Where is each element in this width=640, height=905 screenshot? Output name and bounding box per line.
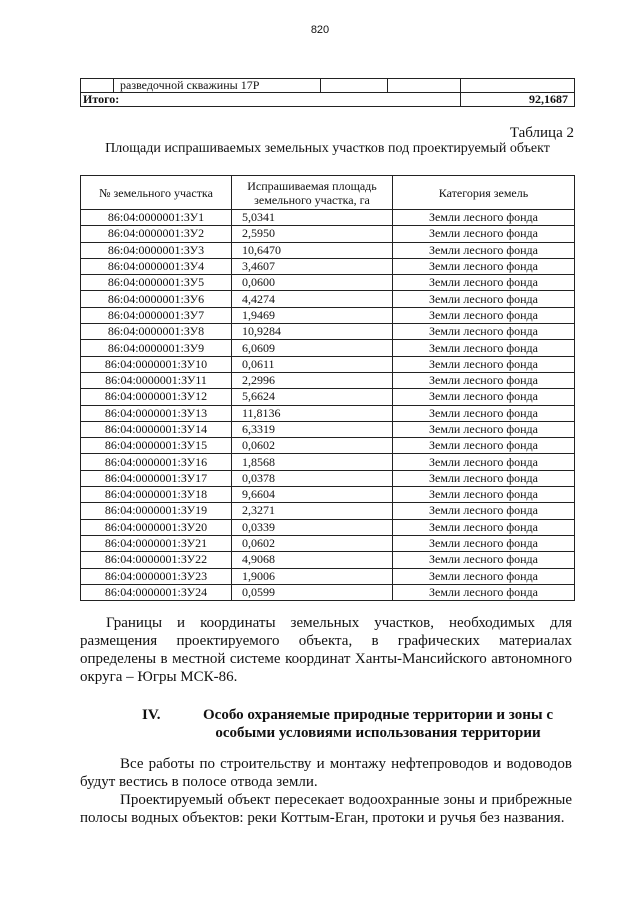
plot-number-cell: 86:04:0000001:ЗУ13 <box>81 405 232 421</box>
category-cell: Земли лесного фонда <box>393 340 575 356</box>
category-cell: Земли лесного фонда <box>393 372 575 388</box>
table-label: Таблица 2 <box>509 125 574 141</box>
plot-number-cell: 86:04:0000001:ЗУ23 <box>81 568 232 584</box>
plot-number-cell: 86:04:0000001:ЗУ9 <box>81 340 232 356</box>
plot-number-cell: 86:04:0000001:ЗУ22 <box>81 552 232 568</box>
area-cell: 0,0599 <box>232 584 393 600</box>
total-row <box>81 93 575 107</box>
table-row <box>81 454 575 470</box>
table-cell <box>388 79 461 93</box>
table-row <box>81 79 575 93</box>
plot-number-cell: 86:04:0000001:ЗУ8 <box>81 324 232 340</box>
table-row <box>81 568 575 584</box>
plot-number-cell: 86:04:0000001:ЗУ19 <box>81 503 232 519</box>
category-cell: Земли лесного фонда <box>393 389 575 405</box>
paragraph-intersection: Проектируемый объект пересекает водоохранные зоны и прибрежные полосы водных объектов: реки Коттым-Еган, протоки и ручья без названия. <box>80 792 572 826</box>
area-cell: 0,0602 <box>232 535 393 551</box>
table-row <box>81 226 575 242</box>
table-row <box>81 340 575 356</box>
section-number: IV. <box>142 707 161 723</box>
plot-number-cell: 86:04:0000001:ЗУ16 <box>81 454 232 470</box>
table-row <box>81 210 575 226</box>
category-cell: Земли лесного фонда <box>393 503 575 519</box>
table-row <box>81 535 575 551</box>
area-cell: 10,6470 <box>232 242 393 258</box>
table-row <box>81 356 575 372</box>
table-row <box>81 242 575 258</box>
plot-number-cell: 86:04:0000001:ЗУ1 <box>81 210 232 226</box>
total-value: 92,1687 <box>461 93 575 107</box>
table-row <box>81 324 575 340</box>
category-cell: Земли лесного фонда <box>393 291 575 307</box>
area-cell: 2,2996 <box>232 372 393 388</box>
area-cell: 0,0339 <box>232 519 393 535</box>
category-cell: Земли лесного фонда <box>393 405 575 421</box>
table-row <box>81 438 575 454</box>
plot-number-cell: 86:04:0000001:ЗУ15 <box>81 438 232 454</box>
plot-number-cell: 86:04:0000001:ЗУ7 <box>81 307 232 323</box>
area-cell: 9,6604 <box>232 487 393 503</box>
table-row <box>81 503 575 519</box>
table-row <box>81 470 575 486</box>
category-cell: Земли лесного фонда <box>393 438 575 454</box>
table-row <box>81 584 575 600</box>
plot-number-cell: 86:04:0000001:ЗУ20 <box>81 519 232 535</box>
area-cell: 1,9469 <box>232 307 393 323</box>
area-cell: 1,8568 <box>232 454 393 470</box>
category-cell: Земли лесного фонда <box>393 535 575 551</box>
category-cell: Земли лесного фонда <box>393 258 575 274</box>
table-row <box>81 307 575 323</box>
area-cell: 0,0378 <box>232 470 393 486</box>
plot-number-cell: 86:04:0000001:ЗУ4 <box>81 258 232 274</box>
area-cell: 5,0341 <box>232 210 393 226</box>
page-number: 820 <box>310 24 330 36</box>
category-cell: Земли лесного фонда <box>393 454 575 470</box>
table-cell <box>461 79 575 93</box>
area-cell: 1,9006 <box>232 568 393 584</box>
top-table-fragment <box>80 78 575 107</box>
table-cell <box>81 79 114 93</box>
category-cell: Земли лесного фонда <box>393 356 575 372</box>
table-row <box>81 487 575 503</box>
area-cell: 4,9068 <box>232 552 393 568</box>
table-cell <box>321 79 388 93</box>
category-cell: Земли лесного фонда <box>393 242 575 258</box>
category-cell: Земли лесного фонда <box>393 584 575 600</box>
area-cell: 6,0609 <box>232 340 393 356</box>
land-table-body <box>81 210 575 601</box>
area-cell: 2,3271 <box>232 503 393 519</box>
table-row <box>81 389 575 405</box>
plot-number-cell: 86:04:0000001:ЗУ14 <box>81 421 232 437</box>
category-cell: Земли лесного фонда <box>393 226 575 242</box>
table-row <box>81 275 575 291</box>
table-caption: Площади испрашиваемых земельных участков под проектируемый объект <box>105 141 550 156</box>
table-row <box>81 291 575 307</box>
plot-number-cell: 86:04:0000001:ЗУ12 <box>81 389 232 405</box>
total-label: Итого: <box>81 93 461 107</box>
plot-number-cell: 86:04:0000001:ЗУ21 <box>81 535 232 551</box>
area-cell: 0,0600 <box>232 275 393 291</box>
category-cell: Земли лесного фонда <box>393 307 575 323</box>
table-row <box>81 372 575 388</box>
table-row <box>81 552 575 568</box>
table-row <box>81 421 575 437</box>
table-row <box>81 519 575 535</box>
area-cell: 2,5950 <box>232 226 393 242</box>
section-title: Особо охраняемые природные территории и зоны с особыми условиями использования территории <box>203 707 553 741</box>
plot-number-cell: 86:04:0000001:ЗУ2 <box>81 226 232 242</box>
area-cell: 5,6624 <box>232 389 393 405</box>
category-cell: Земли лесного фонда <box>393 210 575 226</box>
category-cell: Земли лесного фонда <box>393 324 575 340</box>
table-row <box>81 258 575 274</box>
header-area: Испрашиваемая площадь земельного участка, га <box>232 176 393 210</box>
header-plot-number: № земельного участка <box>81 176 232 210</box>
plot-number-cell: 86:04:0000001:ЗУ11 <box>81 372 232 388</box>
plot-number-cell: 86:04:0000001:ЗУ6 <box>81 291 232 307</box>
paragraph-coordinates: Границы и координаты земельных участков, необходимых для размещения проектируемого объекта, в графических материалах определены в местной системе координат Ханты-Мансийского автономного округа – Югры МСК-86. <box>80 615 572 685</box>
area-cell: 10,9284 <box>232 324 393 340</box>
row-fragment-cell: разведочной скважины 17Р <box>114 79 321 93</box>
area-cell: 11,8136 <box>232 405 393 421</box>
plot-number-cell: 86:04:0000001:ЗУ3 <box>81 242 232 258</box>
land-plots-table <box>80 175 575 601</box>
plot-number-cell: 86:04:0000001:ЗУ18 <box>81 487 232 503</box>
area-cell: 0,0602 <box>232 438 393 454</box>
area-cell: 6,3319 <box>232 421 393 437</box>
area-cell: 3,4607 <box>232 258 393 274</box>
category-cell: Земли лесного фонда <box>393 568 575 584</box>
plot-number-cell: 86:04:0000001:ЗУ10 <box>81 356 232 372</box>
table-row <box>81 405 575 421</box>
category-cell: Земли лесного фонда <box>393 421 575 437</box>
paragraph-works: Все работы по строительству и монтажу нефтепроводов и водоводов будут вестись в полосе отвода земли. <box>80 756 572 790</box>
category-cell: Земли лесного фонда <box>393 519 575 535</box>
category-cell: Земли лесного фонда <box>393 552 575 568</box>
plot-number-cell: 86:04:0000001:ЗУ17 <box>81 470 232 486</box>
table-header-row <box>81 176 575 210</box>
category-cell: Земли лесного фонда <box>393 275 575 291</box>
category-cell: Земли лесного фонда <box>393 470 575 486</box>
header-category: Категория земель <box>393 176 575 210</box>
category-cell: Земли лесного фонда <box>393 487 575 503</box>
plot-number-cell: 86:04:0000001:ЗУ5 <box>81 275 232 291</box>
plot-number-cell: 86:04:0000001:ЗУ24 <box>81 584 232 600</box>
area-cell: 0,0611 <box>232 356 393 372</box>
area-cell: 4,4274 <box>232 291 393 307</box>
